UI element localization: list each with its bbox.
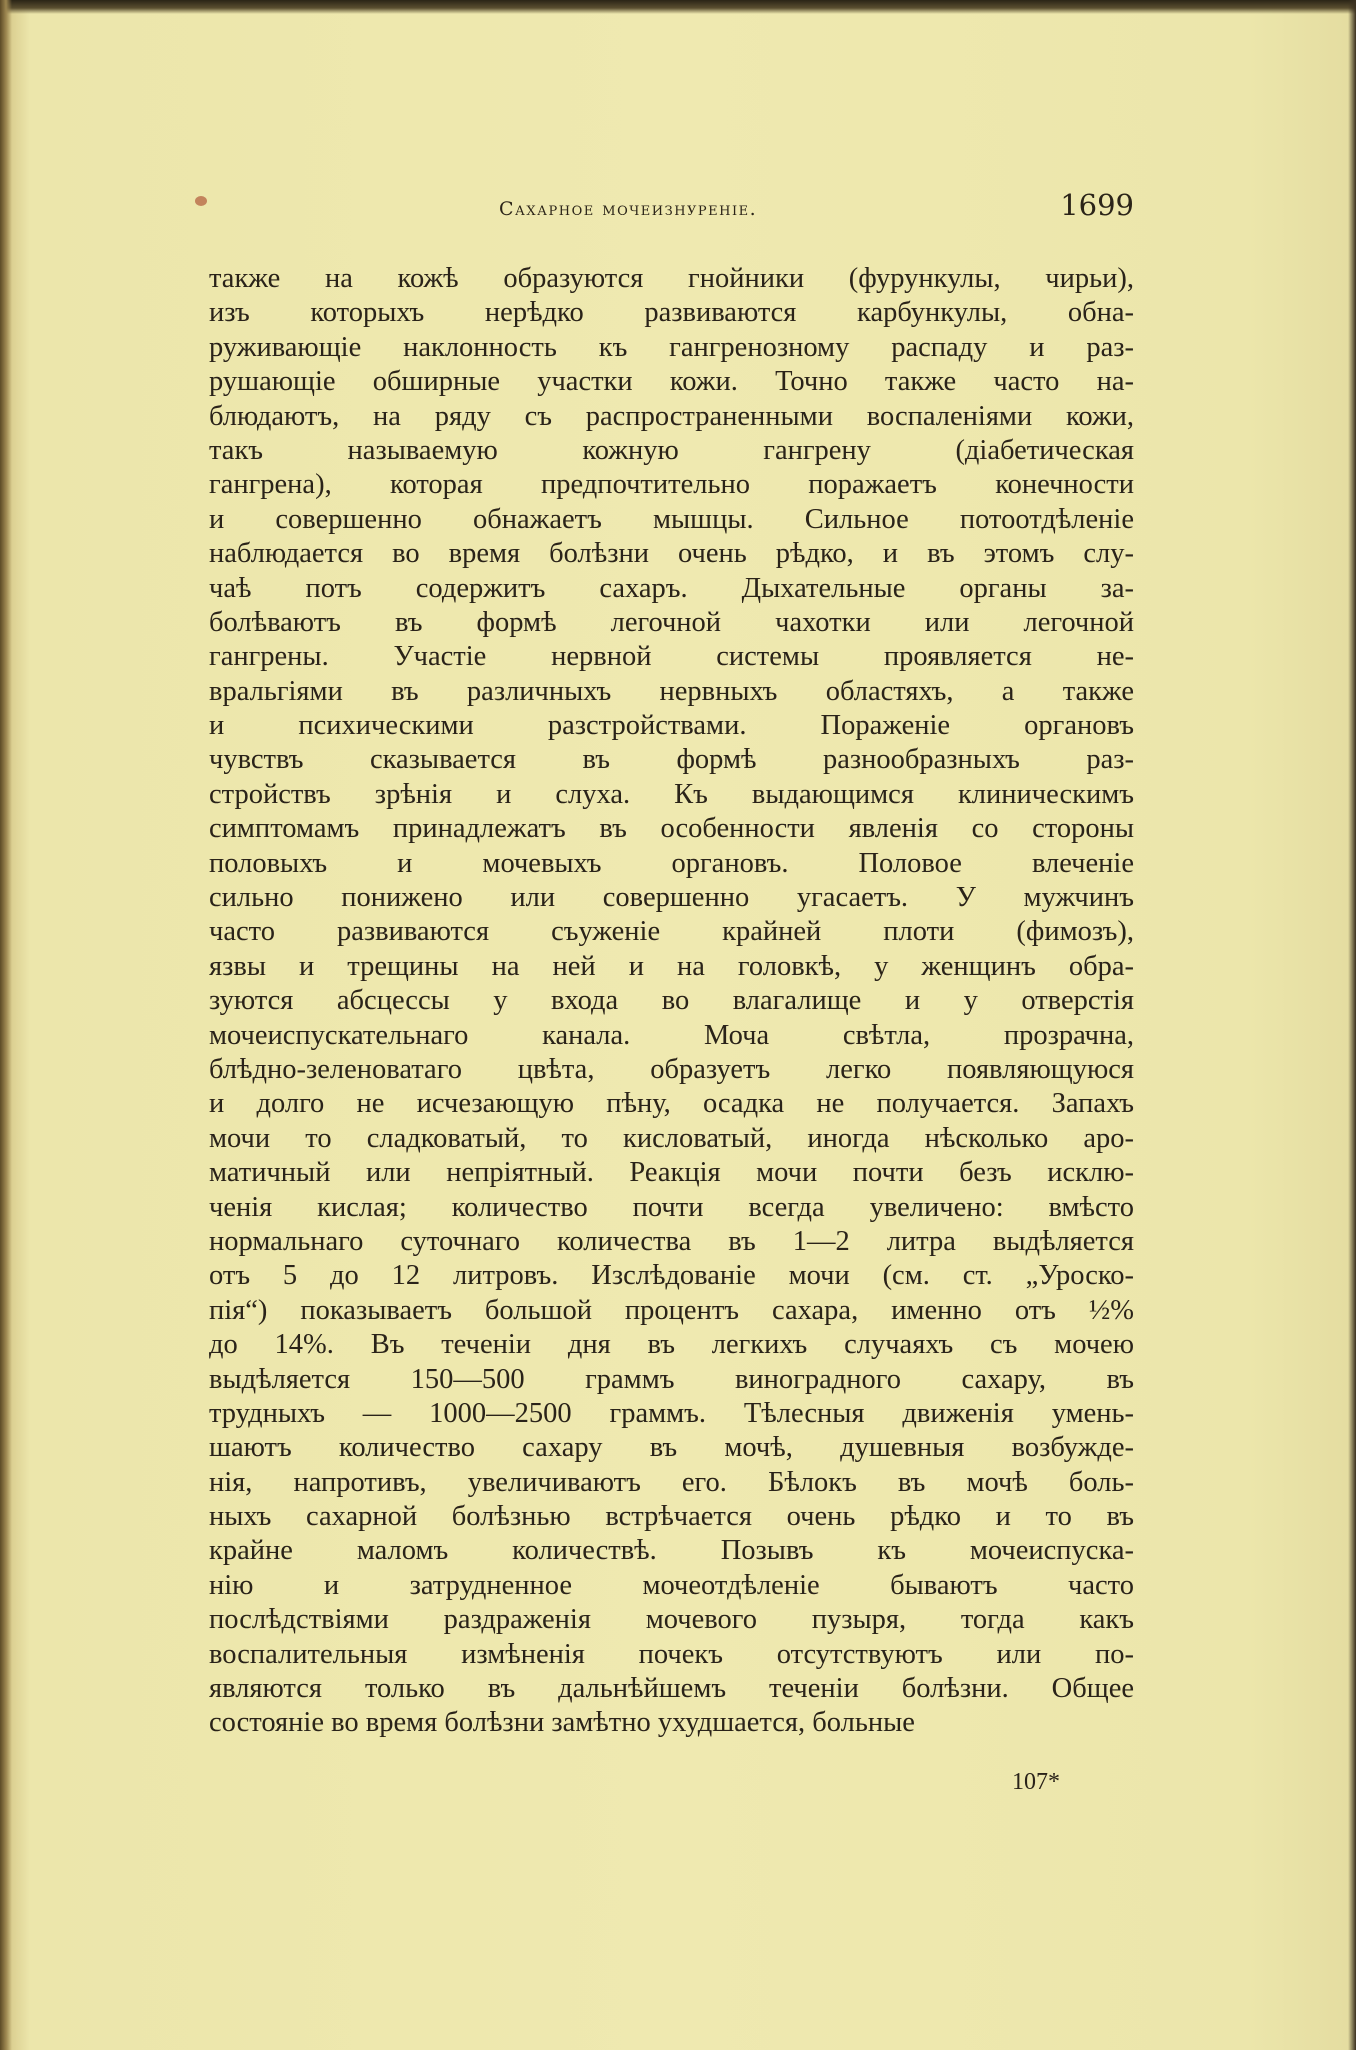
text-line: блюдаютъ, на ряду съ распространенными воспаленіями кожи, <box>209 400 1134 432</box>
text-line: крайне маломъ количествѣ. Позывъ къ мочеиспуска- <box>209 1535 1134 1567</box>
text-line: послѣдствіями раздраженія мочевого пузыря, тогда какъ <box>209 1604 1134 1636</box>
running-head <box>209 188 1134 228</box>
page-binding-edge <box>0 0 12 2050</box>
ink-spot <box>195 196 207 206</box>
text-line: и психическими разстройствами. Пораженіе органовъ <box>209 710 1134 742</box>
text-line: стройствъ зрѣнія и слуха. Къ выдающимся клиническимъ <box>209 778 1134 810</box>
text-line: воспалительныя измѣненія почекъ отсутствуютъ или по- <box>209 1638 1134 1670</box>
text-line: чаѣ потъ содержитъ сахаръ. Дыхательные органы за- <box>209 572 1134 604</box>
text-line: язвы и трещины на ней и на головкѣ, у женщинъ обра- <box>209 950 1134 982</box>
running-head-title: Сахарное мочеизнуреніе. <box>499 198 758 220</box>
text-line: вральгіями въ различныхъ нервныхъ областяхъ, а также <box>209 675 1134 707</box>
text-line: матичный или непріятный. Реакція мочи почти безъ исклю- <box>209 1157 1134 1189</box>
text-line: блѣдно-зеленоватаго цвѣта, образуетъ легко появляющуюся <box>209 1053 1134 1085</box>
text-line: отъ 5 до 12 литровъ. Изслѣдованіе мочи (см. ст. „Уроско- <box>209 1260 1134 1292</box>
text-line: ченія кислая; количество почти всегда увеличено: вмѣсто <box>209 1191 1134 1223</box>
text-line: наблюдается во время болѣзни очень рѣдко, и въ этомъ слу- <box>209 538 1134 570</box>
text-line: половыхъ и мочевыхъ органовъ. Половое влеченіе <box>209 847 1134 879</box>
text-line: симптомамъ принадлежатъ въ особенности явленія со стороны <box>209 813 1134 845</box>
text-line: мочеиспускательнаго канала. Моча свѣтла, прозрачна, <box>209 1019 1134 1051</box>
text-line: состояніе во время болѣзни замѣтно ухудшается, больные <box>209 1707 915 1739</box>
text-line: выдѣляется 150—500 граммъ виноградного сахару, въ <box>209 1363 1134 1395</box>
text-line: пія“) показываетъ большой процентъ сахара, именно отъ ½% <box>209 1294 1134 1326</box>
text-line: нія, напротивъ, увеличиваютъ его. Бѣлокъ въ мочѣ боль- <box>209 1466 1134 1498</box>
text-line: мочи то сладковатый, то кисловатый, иногда нѣсколько аро- <box>209 1122 1134 1154</box>
text-line: часто развиваются съуженіе крайней плоти (фимозъ), <box>209 916 1134 948</box>
text-line: зуются абсцессы у входа во влагалище и у отверстія <box>209 985 1134 1017</box>
text-line: также на кожѣ образуются гнойники (фурункулы, чирьи), <box>209 263 1134 294</box>
page-top-shadow <box>0 0 1356 14</box>
text-line: гангрены. Участіе нервной системы проявляется не- <box>209 641 1134 673</box>
text-line: нію и затрудненное мочеотдѣленіе бываютъ часто <box>209 1569 1134 1601</box>
text-line: являются только въ дальнѣйшемъ теченіи болѣзни. Общее <box>209 1673 1134 1705</box>
body-text <box>209 262 1134 1741</box>
text-line: такъ называемую кожную гангрену (діабетическая <box>209 434 1134 466</box>
text-line: болѣваютъ въ формѣ легочной чахотки или легочной <box>209 606 1134 638</box>
text-line: трудныхъ — 1000—2500 граммъ. Тѣлесныя движенія умень- <box>209 1397 1134 1429</box>
text-line: до 14%. Въ теченіи дня въ легкихъ случаяхъ съ мочею <box>209 1329 1134 1361</box>
page-right-edge <box>1348 0 1356 2050</box>
printer-signature: 107* <box>1012 1769 1060 1795</box>
text-line: шаютъ количество сахару въ мочѣ, душевныя возбужде- <box>209 1432 1134 1464</box>
text-line: нормальнаго суточнаго количества въ 1—2 литра выдѣляется <box>209 1225 1134 1257</box>
text-line: изъ которыхъ нерѣдко развиваются карбункулы, обна- <box>209 297 1134 329</box>
text-line: сильно понижено или совершенно угасаетъ. У мужчинъ <box>209 882 1134 914</box>
text-line: руживающіе наклонность къ гангренозному распаду и раз- <box>209 331 1134 363</box>
text-line: ныхъ сахарной болѣзнью встрѣчается очень рѣдко и то въ <box>209 1501 1134 1533</box>
text-line: и совершенно обнажаетъ мышцы. Сильное потоотдѣленіе <box>209 503 1134 535</box>
text-line: гангрена), которая предпочтительно поражаетъ конечности <box>209 469 1134 501</box>
text-line: чувствъ сказывается въ формѣ разнообразныхъ раз- <box>209 744 1134 776</box>
page-number: 1699 <box>1060 188 1134 222</box>
text-line: рушающіе обширные участки кожи. Точно также часто на- <box>209 366 1134 398</box>
text-line: и долго не исчезающую пѣну, осадка не получается. Запахъ <box>209 1088 1134 1120</box>
